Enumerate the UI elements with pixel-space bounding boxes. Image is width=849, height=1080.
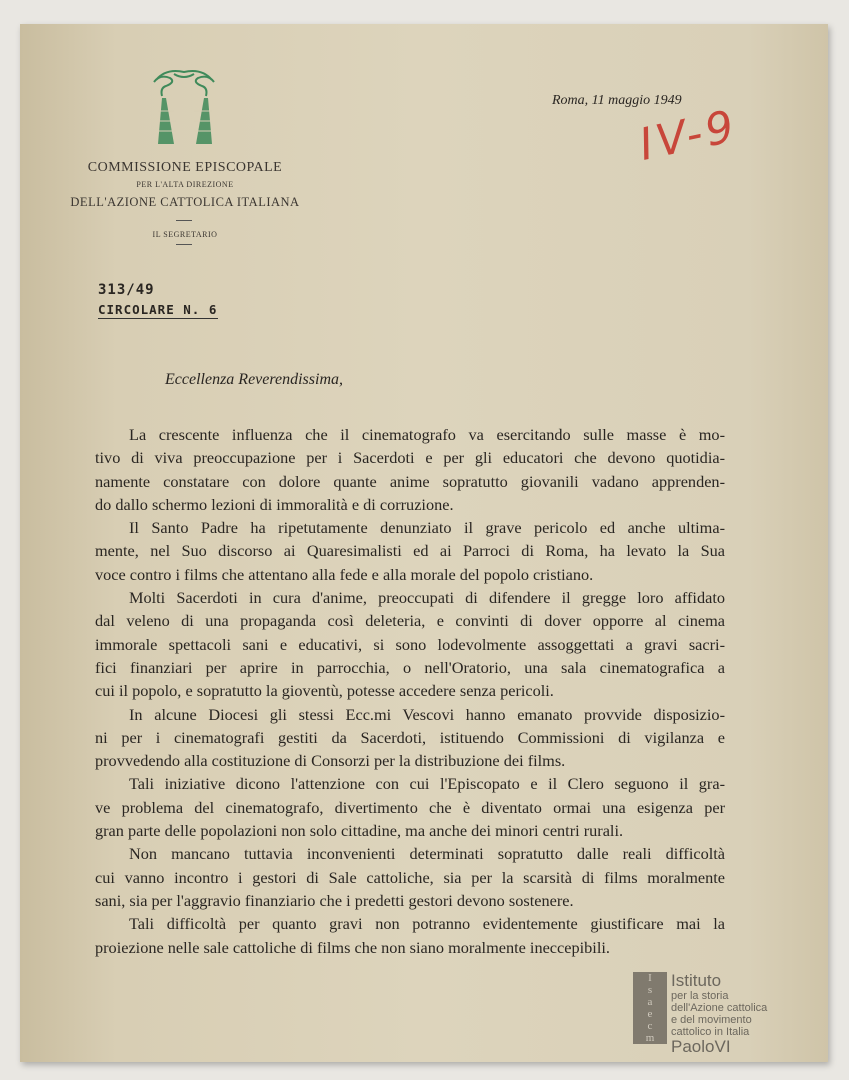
text-line: In alcune Diocesi gli stessi Ecc.mi Vescovi hanno emanato provvide disposizio- — [129, 704, 725, 724]
protocol-number: 313/49 — [98, 282, 155, 298]
org-name: COMMISSIONE EPISCOPALE — [87, 160, 283, 175]
watermark-line: PaoloVI — [671, 1037, 731, 1056]
divider — [176, 244, 192, 245]
text-line: Tali iniziative dicono l'attenzione con cui l'Episcopato e il Clero seguono il gra- — [129, 774, 725, 794]
paragraph — [95, 425, 725, 518]
text-line: namente constatare con dolore quante anime sopratutto giovanili vadano apprenden- — [95, 471, 725, 491]
episcopal-crest-icon — [146, 66, 222, 146]
watermark-line: per la storia — [671, 990, 729, 1002]
watermark-line: dell'Azione cattolica — [671, 1002, 768, 1014]
text-line: Il Santo Padre ha ripetutamente denunziato il grave pericolo ed anche ultima- — [129, 518, 725, 538]
text-line: proiezione nelle sale cattoliche di films che non siano moralmente ineccepibili. — [95, 937, 610, 957]
text-line: immorale spettacoli sani e educativi, si sono lodevolmente assoggettati a gravi sacri- — [95, 634, 725, 654]
watermark-text — [671, 972, 767, 1056]
text-line: provvedendo alla costituzione di Consorzi per la distribuzione dei films. — [95, 751, 566, 771]
text-line: fici finanziari per aprire in parrocchia, o nell'Oratorio, una sala cinematografica a — [95, 657, 725, 677]
text-line: ve problema del cinematografo, divertimento che è diventato ormai una esigenza per — [95, 797, 725, 817]
handwritten-annotation: IV-9 — [634, 100, 743, 171]
paragraph — [95, 774, 725, 844]
text-line: tivo di viva preoccupazione per i Sacerdoti e per gli educatori che devono quotidia- — [95, 448, 725, 468]
text-line: ni per i cinematografi gestiti da Sacerdoti, istituendo Commissioni di vigilanza e — [95, 727, 725, 747]
text-line: gran parte delle popolazioni non solo cittadine, ma anche dei minori centri rurali. — [95, 821, 624, 841]
org-name-line2: DELL'AZIONE CATTOLICA ITALIANA — [70, 195, 300, 209]
watermark-letter: a — [647, 996, 653, 1008]
text-line: Tali difficoltà per quanto gravi non potranno evidentemente giustificare mai la — [129, 914, 725, 934]
watermark-line: Istituto — [671, 971, 722, 990]
watermark-line: cattolico in Italia — [671, 1026, 750, 1038]
text-line: cui vanno incontro i gestori di Sale cattoliche, sia per la scarsità di films moralmente — [95, 867, 725, 887]
watermark-letter: s — [647, 984, 653, 996]
text-line: cui il popolo, e sopratutto la gioventù, potesse accedere senza pericoli. — [95, 681, 554, 701]
letter-date: Roma, 11 maggio 1949 — [552, 93, 682, 108]
paragraph — [95, 705, 725, 775]
text-line: do dallo schermo lezioni di immoralità e di corruzione. — [95, 494, 454, 514]
paragraph — [95, 588, 725, 704]
text-line: voce contro i films che attentano alla fede e alla morale del popolo cristiano. — [95, 564, 594, 584]
salutation: Eccellenza Reverendissima, — [165, 371, 344, 388]
text-line: sani, sia per l'aggravio finanziario che i predetti gestori devono sostenere. — [95, 890, 574, 910]
divider — [176, 220, 192, 221]
org-subtitle: PER L'ALTA DIREZIONE — [136, 180, 234, 189]
text-line: dal veleno di una propaganda così deleteria, e convinti di dover opporre al cinema — [95, 611, 725, 631]
watermark-logo-icon — [633, 972, 667, 1044]
watermark-line: e del movimento — [671, 1014, 752, 1026]
office-label: IL SEGRETARIO — [152, 230, 218, 239]
watermark-letter: c — [647, 1020, 653, 1032]
paragraph — [95, 844, 725, 914]
paragraph — [95, 518, 725, 588]
watermark-letter: m — [645, 1032, 655, 1044]
institute-watermark — [633, 972, 803, 1056]
letter-body — [95, 425, 725, 961]
text-line: La crescente influenza che il cinematografo va esercitando sulle masse è mo- — [129, 425, 725, 444]
text-line: Molti Sacerdoti in cura d'anime, preoccupati di difendere il gregge loro affidato — [129, 588, 725, 608]
circular-number: CIRCOLARE N. 6 — [98, 302, 218, 317]
text-line: mente, nel Suo discorso ai Quaresimalisti ed ai Parroci di Roma, ha levato la Sua — [95, 541, 725, 561]
paragraph — [95, 914, 725, 961]
watermark-letter: e — [647, 1008, 653, 1020]
text-line: Non mancano tuttavia inconvenienti determinati sopratutto dalle reali difficoltà — [129, 844, 725, 864]
watermark-letter: I — [648, 972, 652, 984]
